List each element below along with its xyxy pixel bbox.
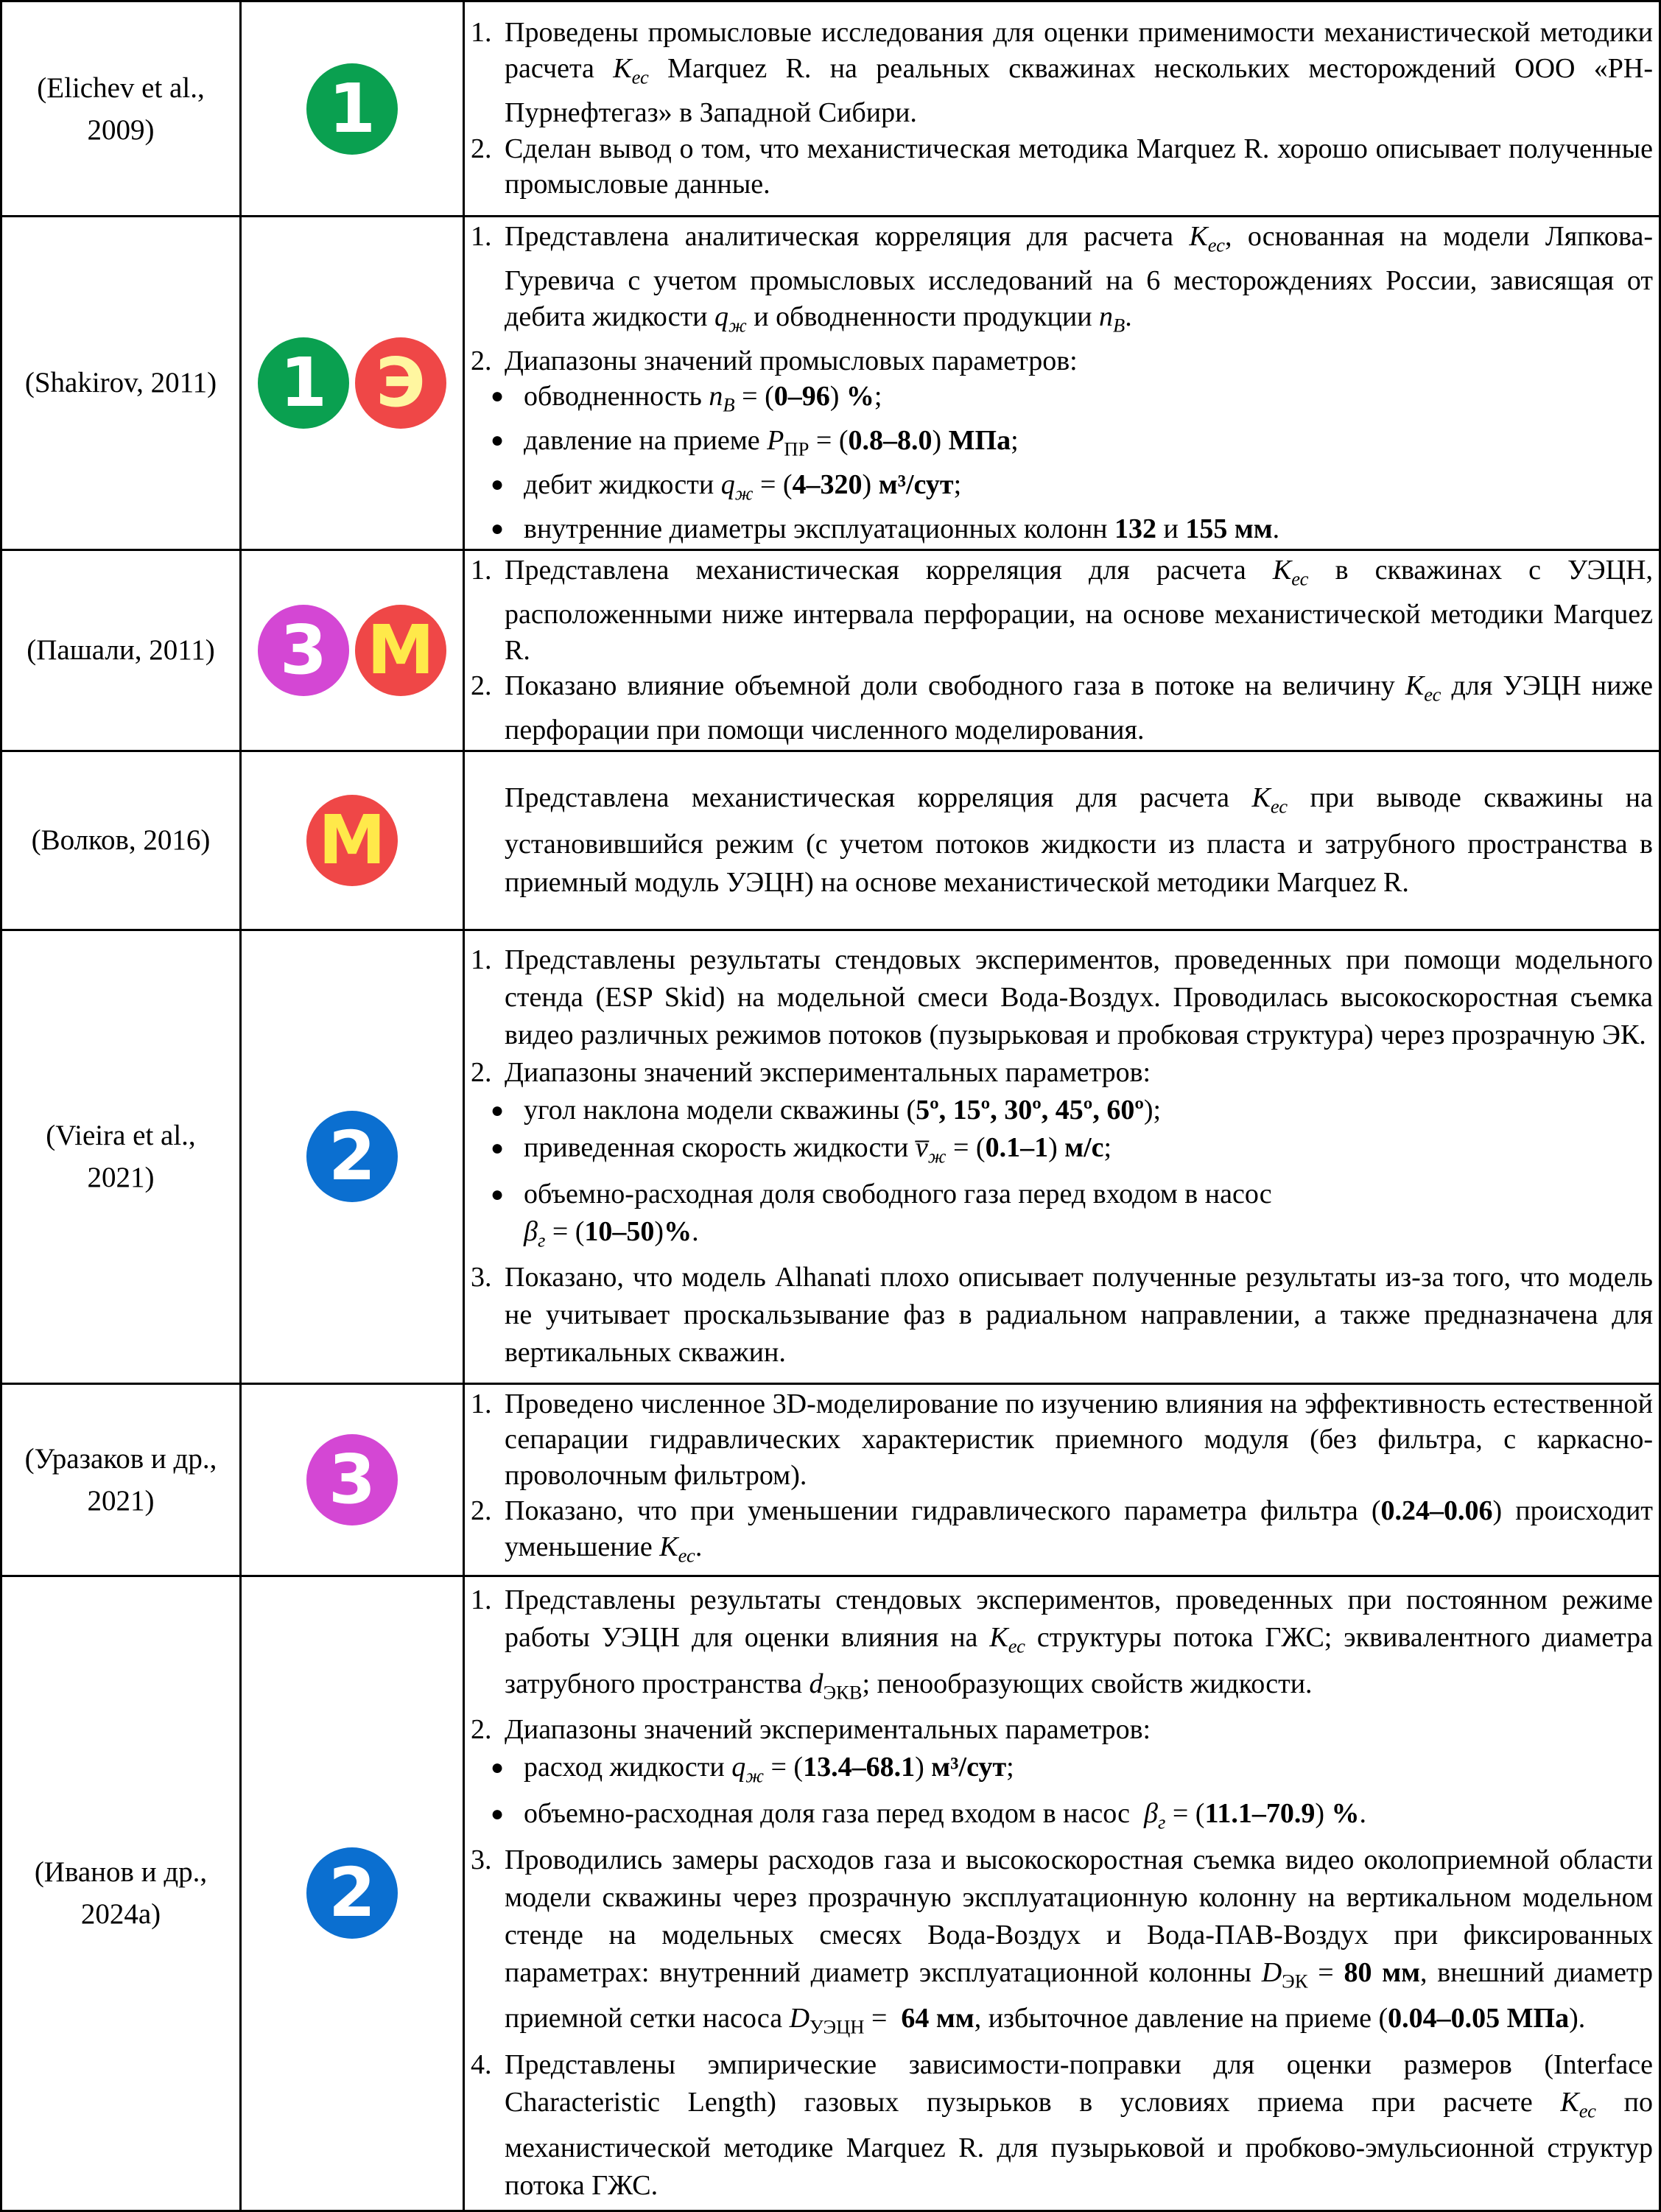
badge-1-icon: 1 bbox=[258, 337, 349, 429]
table-row bbox=[1, 1, 1660, 217]
category-badges bbox=[241, 930, 464, 1383]
list-item: 2. Диапазоны значений экспериментальных параметров: bbox=[471, 1057, 1151, 1089]
table-row bbox=[1, 1383, 1660, 1576]
reference-cell: (Shakirov, 2011) bbox=[1, 217, 241, 550]
list-item: 1. Представлены результаты стендовых экспериментов, проведенных при постоянном режиме работы УЭЦН для оценки влияния на $K_{ес}$ структуры потока ГЖС; эквивалентного диаметра затрубного пространства $d_{ЭКВ}$; пенообразующих свойств жидкости. bbox=[471, 1584, 1653, 1704]
bullet-item: ● угол наклона модели скважины (5º, 15º, 30º, 45º, 60º); bbox=[490, 1095, 1162, 1126]
badge-3-icon: 3 bbox=[258, 605, 349, 696]
bullet-item: ● дебит жидкости $q_ж = (4-320)$ м³/сут; bbox=[490, 469, 962, 505]
badge-m-icon: М bbox=[355, 605, 446, 696]
badge-2-icon: 2 bbox=[306, 1111, 398, 1202]
reference-cell: (Пашали, 2011) bbox=[1, 550, 241, 751]
reference-cell: (Уразаков и др., 2021) bbox=[1, 1383, 241, 1576]
list-item: 1. Проведены промысловые исследования для оценки применимости механистической методики расчета $K_{ес}$ Marquez R. на реальных скважинах нескольких месторождений ООО «РН-Пурнефтегаз» в Западной Сибири. bbox=[471, 17, 1654, 129]
category-badges bbox=[241, 550, 464, 751]
category-badges bbox=[241, 1576, 464, 2211]
description-cell bbox=[464, 1, 1660, 217]
list-item: 2. Диапазоны значений экспериментальных параметров: bbox=[471, 1714, 1151, 1746]
category-badges bbox=[241, 1383, 464, 1576]
description-cell bbox=[464, 1383, 1660, 1576]
list-item: 2. Показано влияние объемной доли свободного газа в потоке на величину $K_{ес}$ для УЭЦН ниже перфорации при помощи численного моделирования. bbox=[471, 670, 1654, 746]
table-row bbox=[1, 751, 1660, 930]
table-row bbox=[1, 550, 1660, 751]
badge-e-icon: Э bbox=[355, 337, 446, 429]
list-item: 2. Показано, что при уменьшении гидравлического параметра фильтра (0.24–0.06) происходит уменьшение $K_{ес}$. bbox=[471, 1495, 1654, 1567]
category-badges bbox=[241, 217, 464, 550]
table-row bbox=[1, 217, 1660, 550]
bullet-item: ● объемно-расходная доля газа перед входом в насос $\beta_г = (11.1-70.9)$ %. bbox=[490, 1797, 1367, 1833]
list-item: 3. Показано, что модель Alhanati плохо описывает полученные результаты из-за того, что модель не учитывает проскальзывание фаз в радиальном направлении, а также предназначена для вертикальных скважин. bbox=[471, 1262, 1653, 1369]
description-cell bbox=[464, 550, 1660, 751]
list-item: 1. Проведено численное 3D-моделирование по изучению влияния на эффективность естественной сепарации гидравлических характеристик приемного модуля (без фильтра, с каркасно-проволочным фильтром). bbox=[471, 1388, 1653, 1491]
reference-cell: (Иванов и др., 2024а) bbox=[1, 1576, 241, 2211]
list-item: 1. Представлена аналитическая корреляция для расчета $K_{ес}$, основанная на модели Ляпкова-Гуревича с учетом промысловых исследований на 6 месторождениях России, зависящая от дебита жидкости $q_ж$ и обводненности продукции $n_В$. bbox=[471, 221, 1654, 337]
table-row bbox=[1, 1576, 1660, 2211]
bullet-item: ● давление на приеме $P_{ПР} = (0.8-8.0)$ МПа; bbox=[490, 425, 1019, 460]
badge-1-icon: 1 bbox=[306, 63, 398, 155]
category-badges bbox=[241, 1, 464, 217]
category-badges bbox=[241, 751, 464, 930]
bullet-item: ● обводненность $n_В = (0-96)$ %; bbox=[490, 381, 882, 416]
list-item: 2. Сделан вывод о том, что механистическая методика Marquez R. хорошо описывает полученные промысловые данные. bbox=[471, 133, 1653, 200]
list-item: Представлена механистическая корреляция для расчета $K_{ес}$ при выводе скважины на установившийся режим (с учетом потоков жидкости из пласта и затрубного пространства в приемный модуль УЭЦН) на основе механистической методики Marquez R. bbox=[505, 782, 1653, 899]
bullet-item: ● объемно-расходная доля свободного газа перед входом в насос bbox=[490, 1178, 1272, 1209]
list-item: 2. Диапазоны значений промысловых параметров: bbox=[471, 345, 1078, 376]
reference-cell: (Vieira et al., 2021) bbox=[1, 930, 241, 1383]
list-item: 3. Проводились замеры расходов газа и высокоскоростная съемка видео околоприемной области модели скважины через прозрачную эксплуатационную колонну на вертикальном модельном стенде на модельных смесях Вода-Воздух и Вода-ПАВ-Воздух при фиксированных параметрах: внутренний диаметр эксплуатационной колонны $D_{ЭК} = 80$ мм, внешний диаметр приемной сетки насоса $D_{УЭЦН} = 64$ мм, избыточное давление на приеме (0.04–0.05 МПа). bbox=[471, 1844, 1654, 2038]
bullet-item: ● приведенная скорость жидкости $v̅_ж = (0.1-1)$ м/с; bbox=[490, 1132, 1112, 1168]
badge-2-icon: 2 bbox=[306, 1847, 398, 1939]
bullet-item: ● внутренние диаметры эксплуатационных колонн 132 и 155 мм. bbox=[490, 513, 1280, 545]
reference-cell: (Elichev et al., 2009) bbox=[1, 1, 241, 217]
description-cell bbox=[464, 751, 1660, 930]
reference-cell: (Волков, 2016) bbox=[1, 751, 241, 930]
list-item: 1. Представлены результаты стендовых экспериментов, проведенных при помощи модельного стенда (ESP Skid) на модельной смеси Вода-Воздух. Проводилась высокоскоростная съемка видео различных режимов потоков (пузырьковая и пробковая структура) через прозрачную ЭК. bbox=[471, 944, 1653, 1051]
bullet-item: ● расход жидкости $q_ж = (13.4-68.1)$ м³/сут; bbox=[490, 1752, 1014, 1787]
description-cell: 1. Представлены результаты стендовых экспериментов, проведенных при помощи модельного стенда (ESP Skid) на модельной смеси Вода-Воздух. Проводилась высокоскоростная съемка видео различных режимов потоков (пузырьковая и пробковая структура) через прозрачную ЭК. 2. Диапазоны значений экспериментальных параметров: ● угол наклона модели скважины (5º, 15º, 30º, 45º, 60º); ● приведенная скорость жидкости $v̅_ж = (0.1-1)$ м/с; ● объемно-расходная доля свободного газа перед входом в насос $\beta_г = (10-50)\%$. 3. Показано, что модель Alhanati плохо описывает полученные результаты из-за того, что модель не учитывает проскальзывание фаз в радиальном направлении, а также предназначена для вертикальных скважин. bbox=[464, 930, 1660, 1383]
description-cell bbox=[464, 217, 1660, 550]
list-item: 1. Представлена механистическая корреляция для расчета $K_{ес}$ в скважинах с УЭЦН, расположенными ниже интервала перфорации, на основе механистической методики Marquez R. bbox=[471, 554, 1654, 666]
table-row bbox=[1, 930, 1660, 1383]
badge-m-icon: М bbox=[306, 795, 398, 886]
badge-3-icon: 3 bbox=[306, 1434, 398, 1525]
description-cell bbox=[464, 1576, 1660, 2211]
list-item: 4. Представлены эмпирические зависимости-поправки для оценки размеров (Interface Characteristic Length) газовых пузырьков в условиях приема при расчете $K_{ес}$ по механистической методике Marquez R. для пузырьковой и пробково-эмульсионной структур потока ГЖС. bbox=[471, 2048, 1653, 2202]
